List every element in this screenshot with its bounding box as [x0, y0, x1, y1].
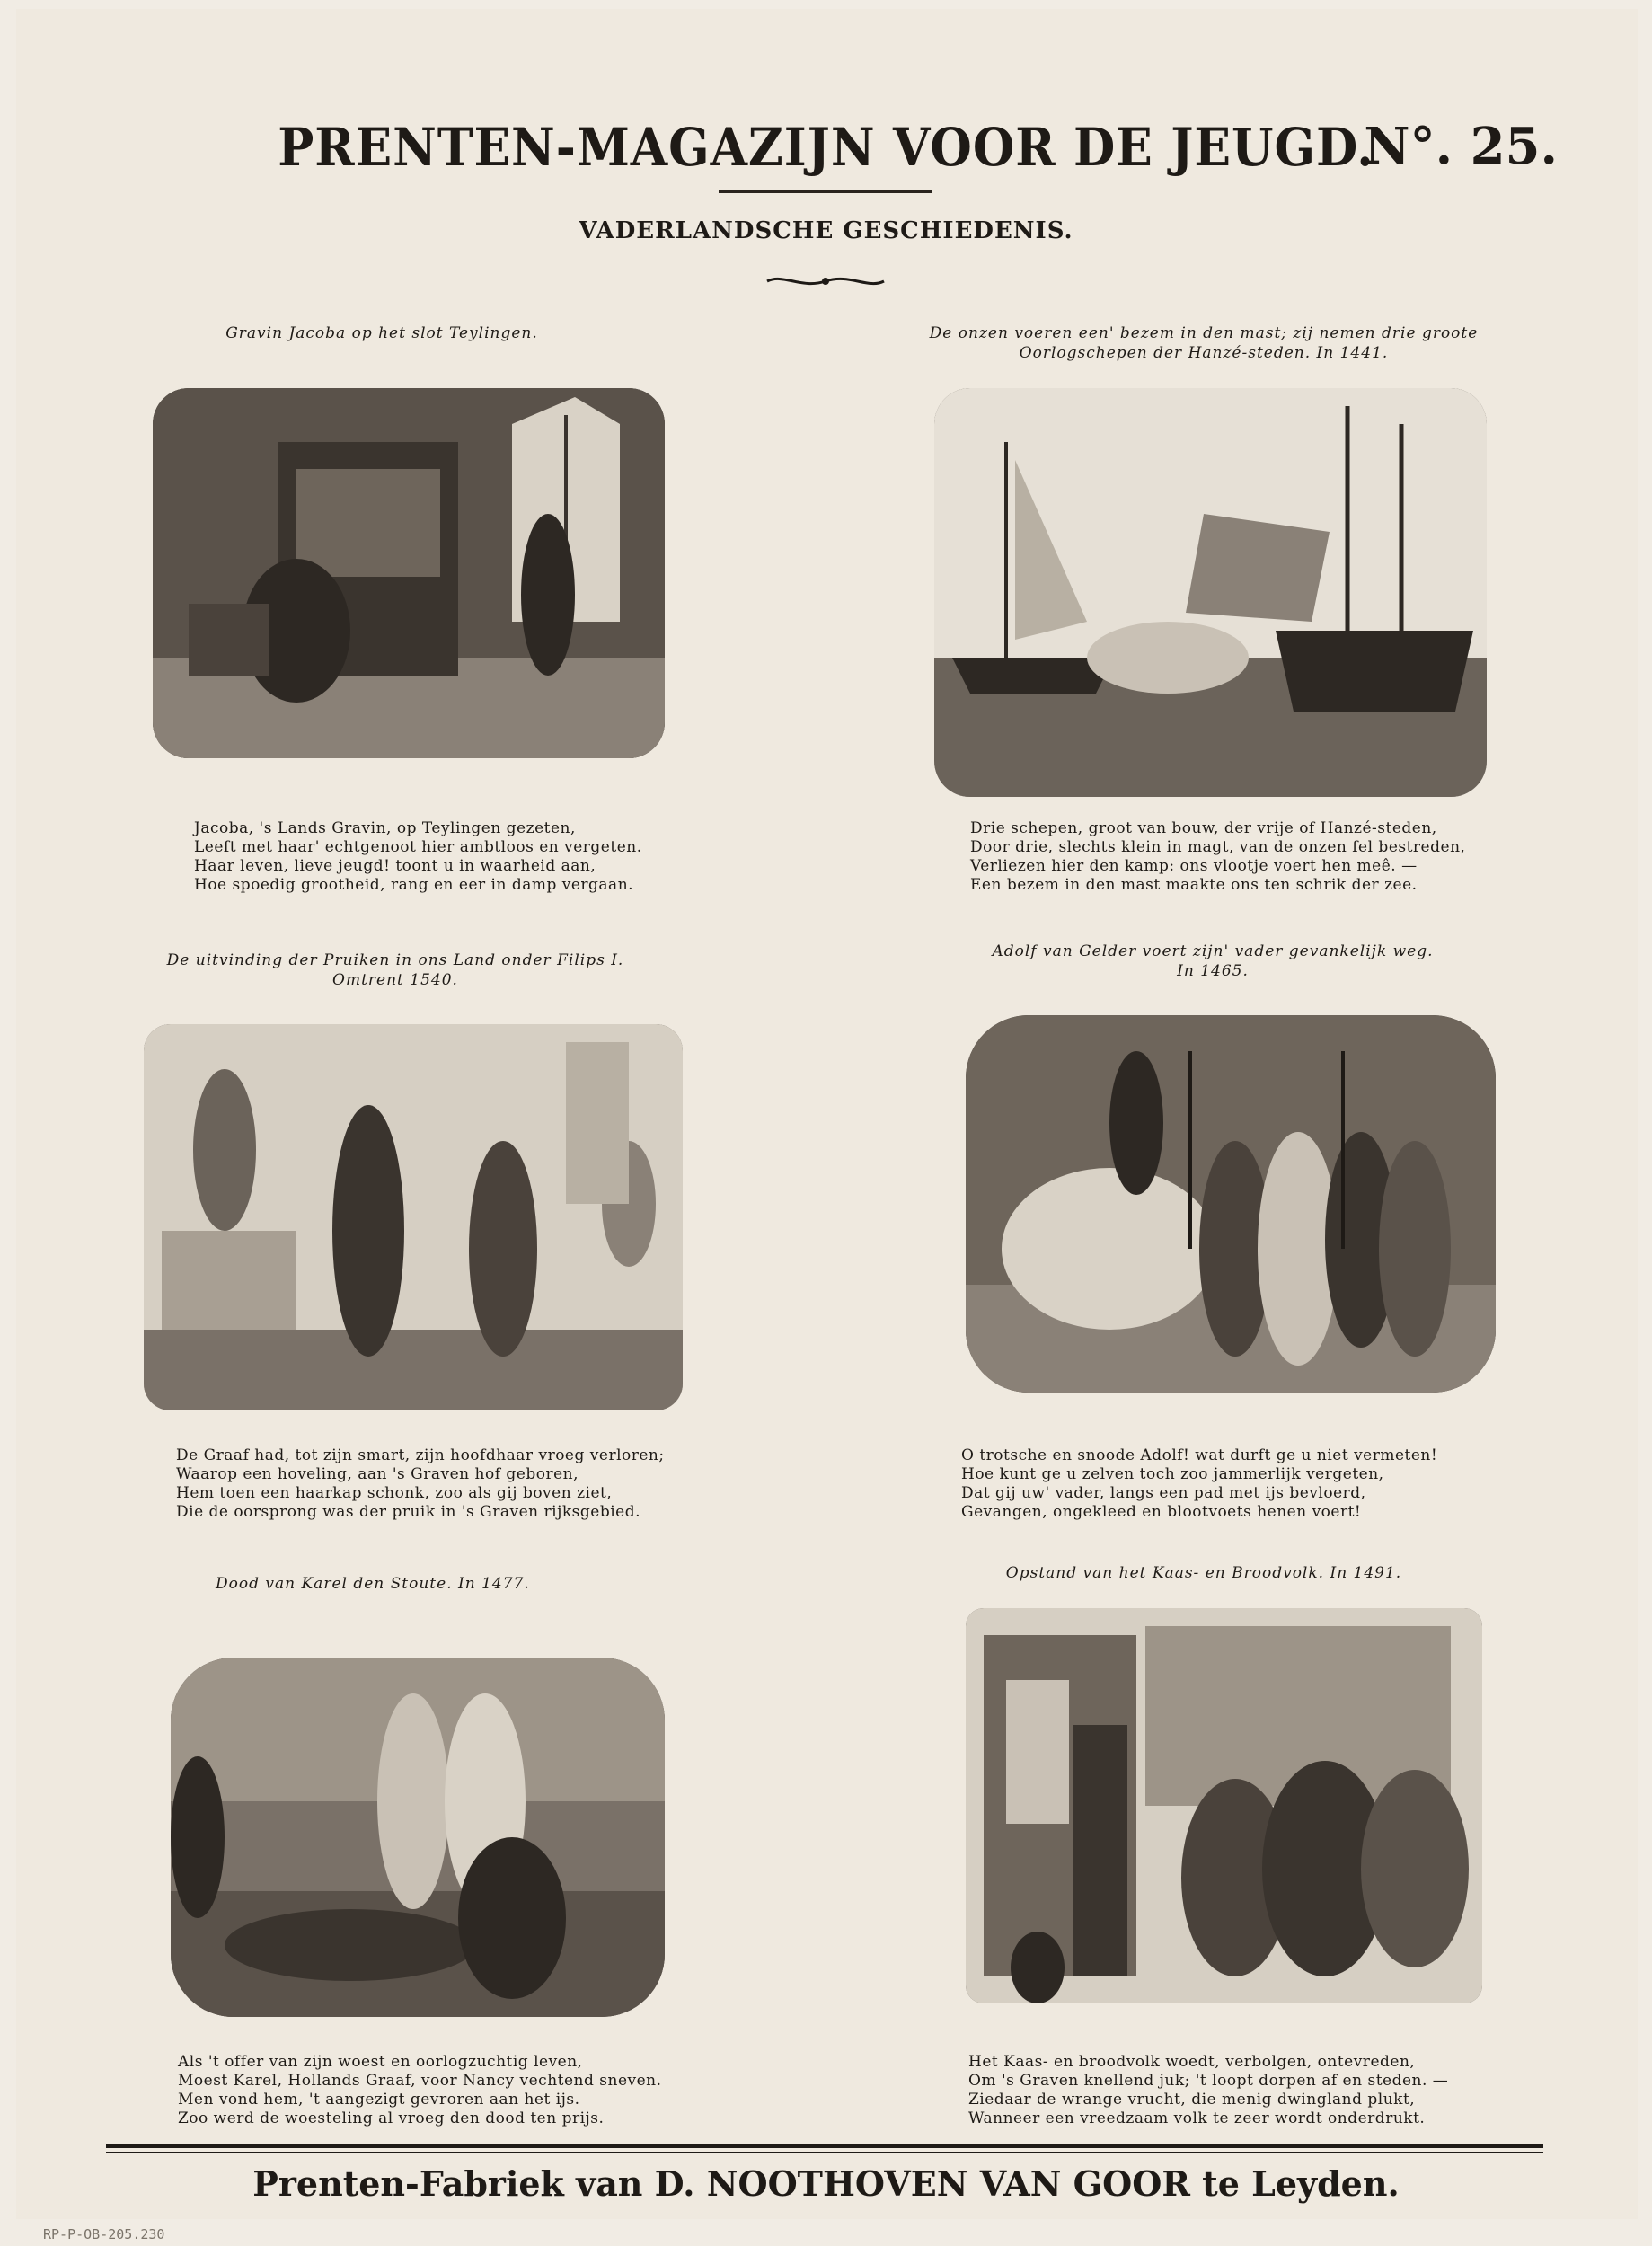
panel-caption: Dood van Karel den Stoute. In 1477.	[216, 1575, 530, 1593]
panel-caption: Opstand van het Kaas- en Broodvolk. In 1491.	[1005, 1564, 1402, 1582]
verse-pruiken: De Graaf had, tot zijn smart, zijn hoofdhaar vroeg verloren; Waarop een hoveling, aan 's Graven hof geboren, Hem toen een haarkap schonk, zoo als gij boven ziet, Die de oorsprong was der pruik in 's Graven rijksgebied.	[176, 1446, 665, 1521]
verse-karel: Als 't offer van zijn woest en oorlogzuchtig leven, Moest Karel, Hollands Graaf, voor Nancy vechtend sneven. Men vond hem, 't aangezigt gevroren aan het ijs. Zoo werd de woesteling al vroeg den dood ten prijs.	[178, 2053, 662, 2127]
sheet-number: N°. 25.	[1364, 117, 1558, 176]
illustration-hanze-ships	[934, 388, 1487, 797]
illustration-adolf	[966, 1015, 1496, 1393]
title-rule	[719, 190, 932, 193]
page-title: PRENTEN-MAGAZIJN VOOR DE JEUGD.	[278, 117, 1374, 178]
panel-caption: De onzen voeren een' bezem in den mast; zij nemen drie groote Oorlogschepen der Hanzé-steden. In 1441.	[929, 324, 1479, 362]
publisher-imprint: Prenten-Fabriek van D. NOOTHOVEN VAN GOOR te Leyden.	[252, 2163, 1400, 2204]
verse-jacoba: Jacoba, 's Lands Gravin, op Teylingen gezeten, Leeft met haar' echtgenoot hier ambtloos en vergeten. Haar leven, lieve jeugd! toont u in waarheid aan, Hoe spoedig grootheid, rang en eer in damp vergaan.	[194, 819, 642, 894]
panel-caption: De uitvinding der Pruiken in ons Land onder Filips I. Omtrent 1540.	[166, 951, 624, 989]
ornament-flourish-icon	[765, 273, 886, 289]
illustration-jacoba-teylingen	[153, 388, 665, 758]
illustration-karel	[171, 1658, 665, 2017]
verse-hanze-ships: Drie schepen, groot van bouw, der vrije of Hanzé-steden, Door drie, slechts klein in magt, van de onzen fel bestreden, Verliezen hier den kamp: ons vlootje voert hen meê. — Een bezem in den mast maakte ons ten schrik der zee.	[970, 819, 1466, 894]
footer-rule	[106, 2144, 1543, 2148]
panel-caption: Gravin Jacoba op het slot Teylingen.	[225, 324, 538, 342]
verse-adolf: O trotsche en snoode Adolf! wat durft ge u niet vermeten! Hoe kunt ge u zelven toch zoo jammerlijk vergeten, Dat gij uw' vader, langs een pad met ijs bevloerd, Gevangen, ongekleed en blootvoets henen voert!	[961, 1446, 1438, 1521]
footer-rule-thin	[106, 2152, 1543, 2153]
page-subtitle: VADERLANDSCHE GESCHIEDENIS.	[579, 217, 1073, 244]
archive-mark: RP-P-OB-205.230	[43, 2226, 165, 2242]
illustration-kaas-broodvolk	[966, 1608, 1482, 2003]
verse-kaas-broodvolk: Het Kaas- en broodvolk woedt, verbolgen, ontevreden, Om 's Graven knellend juk; 't loopt dorpen af en steden. — Ziedaar de wrange vrucht, die menig dwingland plukt, Wanneer een vreedzaam volk te zeer wordt onderdrukt.	[968, 2053, 1449, 2127]
panel-caption: Adolf van Gelder voert zijn' vader gevankelijk weg. In 1465.	[992, 942, 1434, 980]
illustration-pruiken	[144, 1024, 683, 1410]
